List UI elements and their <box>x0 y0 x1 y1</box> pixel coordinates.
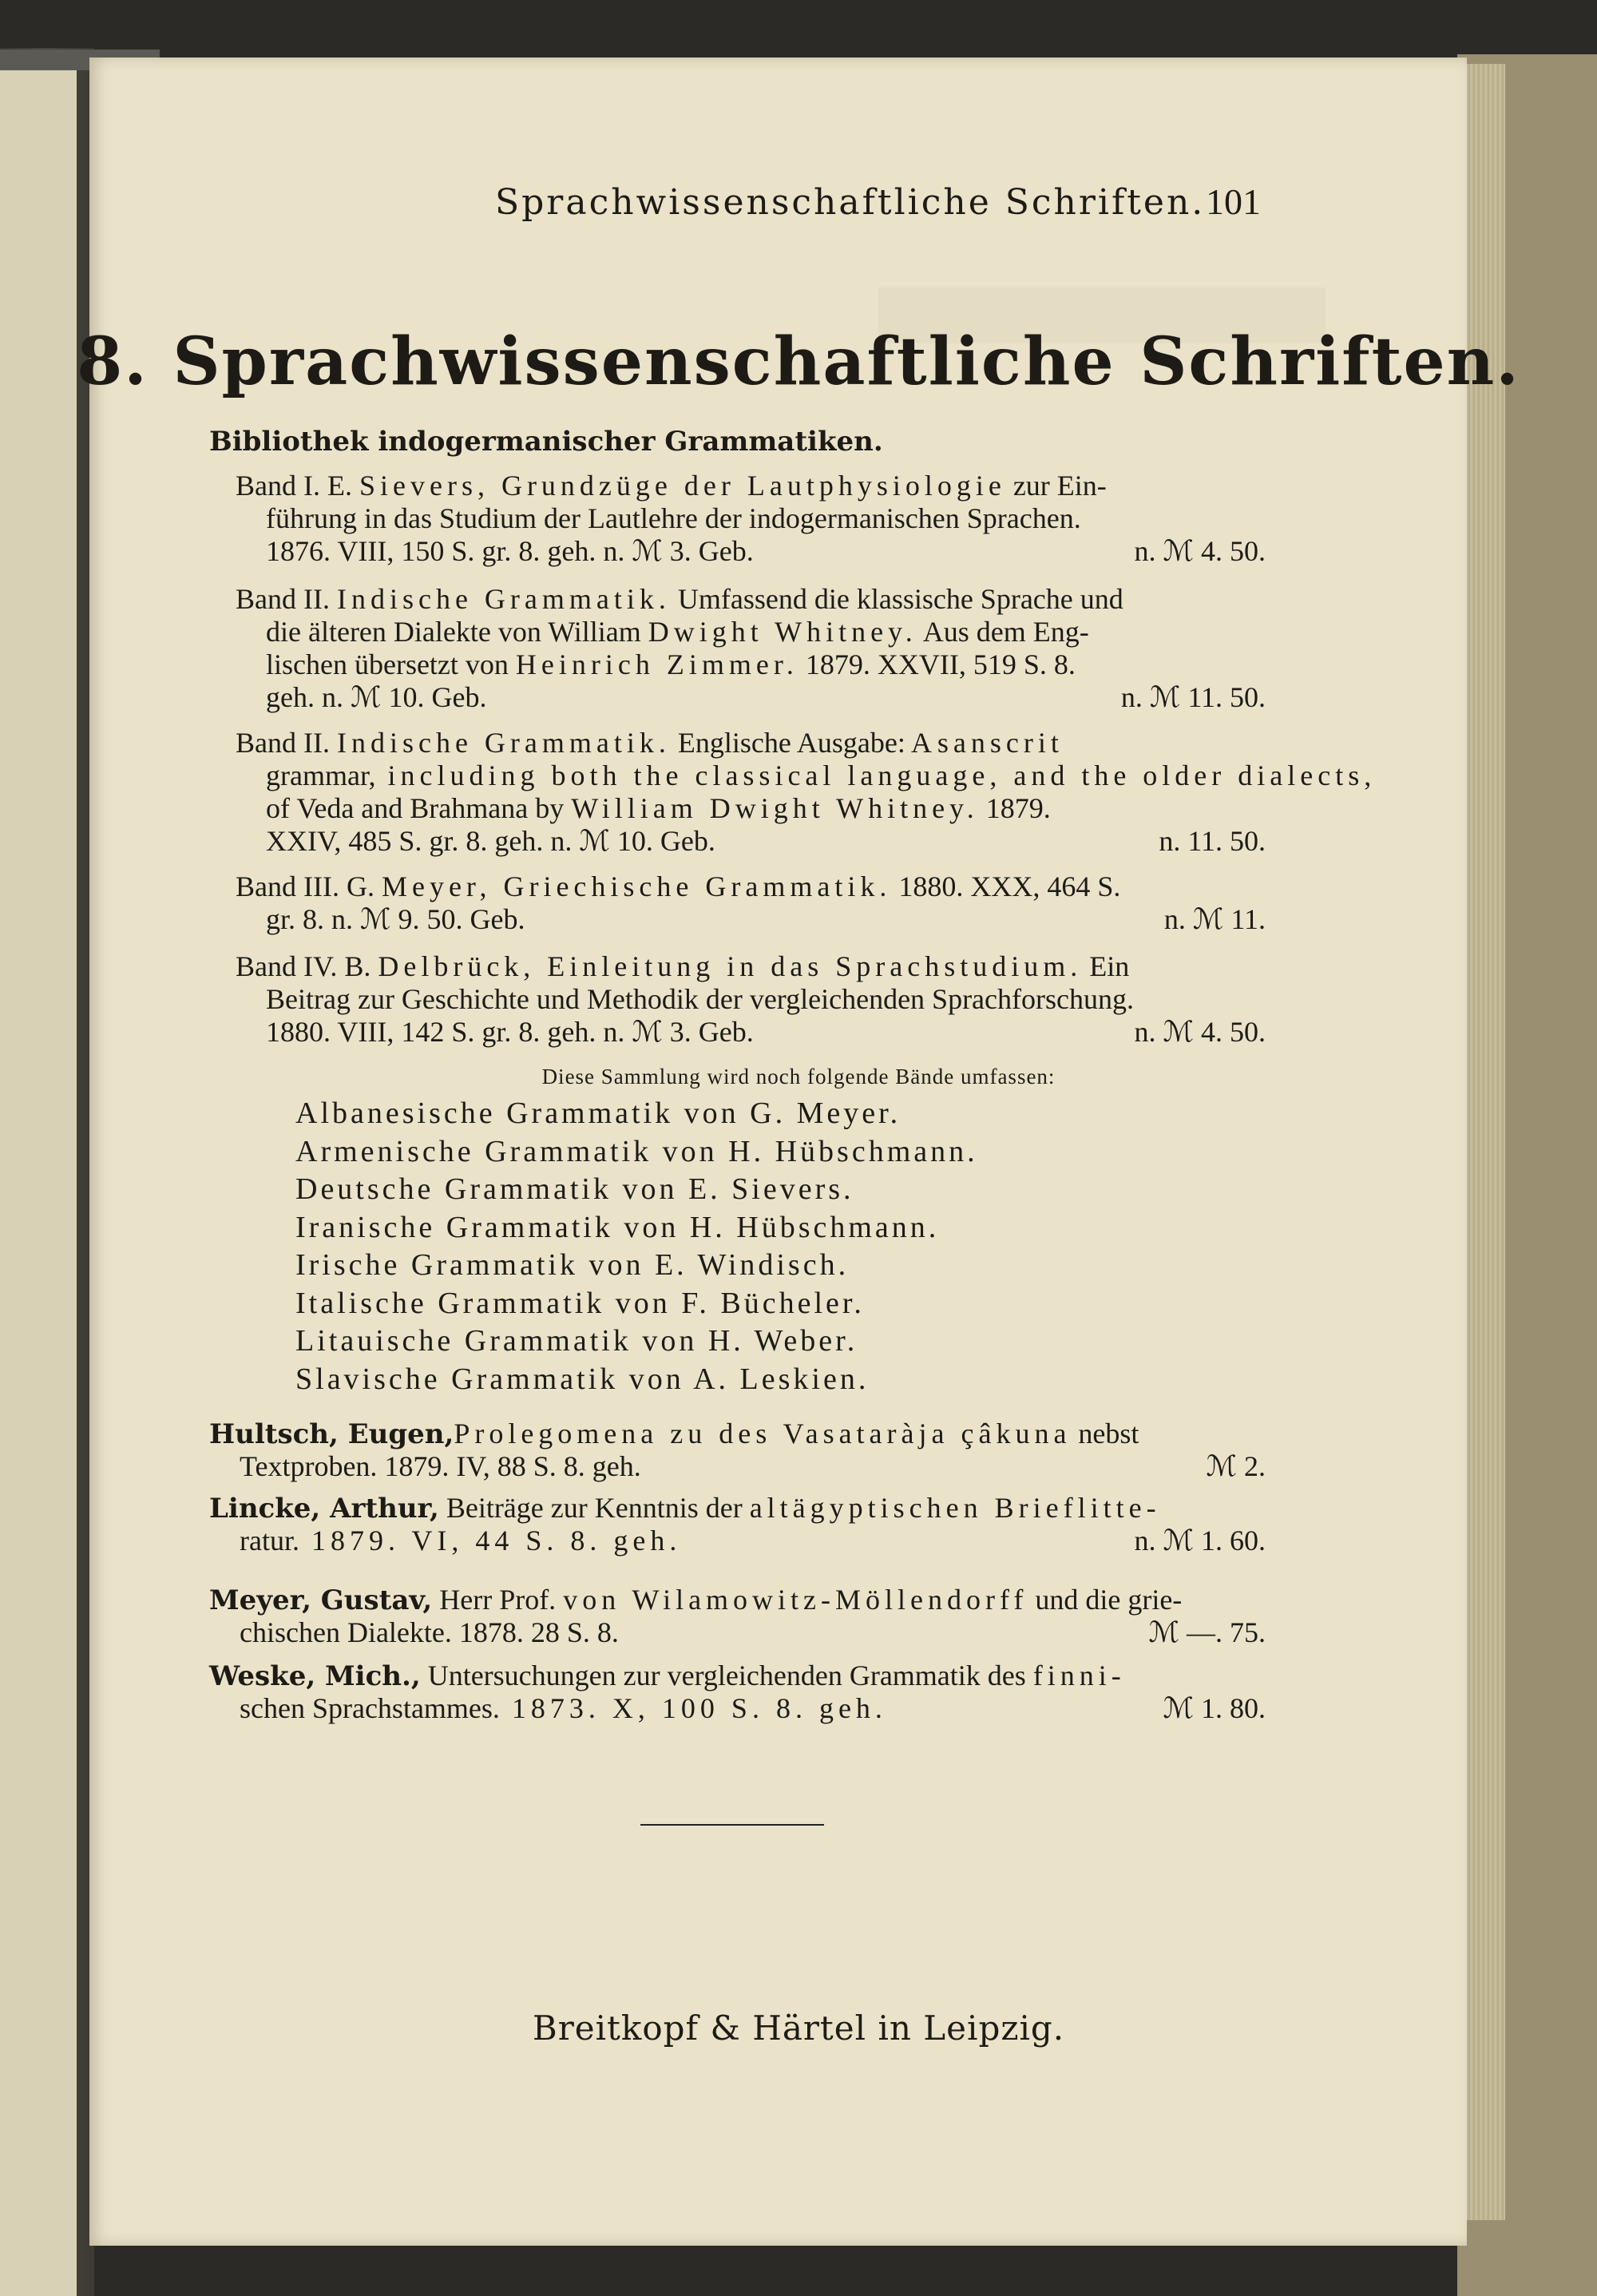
text-segment: Dwight Whitney. <box>648 616 917 648</box>
text-segment: grammar, <box>266 759 376 791</box>
running-title: Sprachwissenschaftliche Schriften. <box>495 182 1206 223</box>
author-name: Lincke, Arthur, <box>209 1493 439 1525</box>
text-segment: nebst <box>1071 1418 1139 1449</box>
text-segment: 1876. VIII, 150 S. gr. 8. geh. n. ℳ 3. Geb. <box>266 535 754 567</box>
text-segment: und die grie- <box>1028 1584 1183 1616</box>
text-segment: of Veda and Brahmana by <box>266 792 572 824</box>
price: n. ℳ 4. 50. <box>1134 535 1266 567</box>
planned-volume: Armenische Grammatik von H. Hübschmann. <box>295 1134 978 1168</box>
text-segment: Band II. <box>236 583 337 615</box>
text-segment: Sievers, Grundzüge der Lautphysiologie <box>359 470 1006 502</box>
volume-entry <box>236 727 1377 858</box>
entry-line <box>236 983 1266 1016</box>
text-segment: ratur. <box>240 1525 299 1556</box>
text-segment: Ein <box>1082 950 1130 982</box>
planned-volume: Albanesische Grammatik von G. Meyer. <box>295 1096 902 1130</box>
text-segment: 1879. XXVII, 519 S. 8. <box>798 648 1076 680</box>
text-segment: Band II. <box>236 727 337 759</box>
text-segment: Heinrich Zimmer. <box>515 648 798 680</box>
entry-line <box>236 759 1377 792</box>
planned-volume: Deutsche Grammatik von E. Sievers. <box>295 1172 854 1206</box>
text-segment: William Dwight Whitney. <box>571 792 979 824</box>
entry-line <box>209 1584 1266 1616</box>
volume-entry <box>236 950 1266 1049</box>
entry-line <box>209 1418 1266 1450</box>
entry-line <box>236 535 1266 568</box>
text-segment: Beiträge zur Kenntnis der <box>438 1492 750 1524</box>
entry-line <box>209 1692 1266 1725</box>
text-segment: Textproben. 1879. IV, 88 S. 8. geh. <box>240 1450 641 1482</box>
catalog-entry <box>209 1584 1266 1649</box>
entry-line <box>236 1016 1266 1049</box>
text-segment: zur Ein- <box>1005 470 1107 502</box>
entry-line <box>236 502 1266 535</box>
entry-line <box>236 825 1266 858</box>
page-number: 101 <box>1206 181 1261 222</box>
planned-volume: Slavische Grammatik von A. Leskien. <box>295 1362 870 1396</box>
text-segment: sanscrit <box>937 727 1064 759</box>
entry-line <box>236 681 1266 714</box>
text-segment: Umfassend die klassische Sprache und <box>670 583 1123 615</box>
catalog-entry <box>209 1660 1266 1725</box>
entry-line <box>236 583 1266 616</box>
planned-volume: Italische Grammatik von F. Bücheler. <box>295 1286 865 1320</box>
catalog-entry <box>209 1418 1266 1483</box>
entry-line <box>209 1525 1266 1557</box>
text-segment: gr. 8. n. ℳ 9. 50. Geb. <box>266 903 525 935</box>
text-segment: Englische Ausgabe: A <box>670 727 937 759</box>
author-name: Weske, Mich., <box>209 1660 421 1692</box>
entry-line <box>209 1450 1266 1483</box>
volume-entry <box>236 470 1266 568</box>
text-segment: schen Sprachstammes. <box>240 1692 500 1724</box>
price: n. ℳ 11. 50. <box>1120 681 1266 713</box>
volume-entry <box>236 583 1266 714</box>
series-heading: Bibliothek indogermanischer Grammatiken. <box>209 426 883 458</box>
text-segment: including both the classical language, and the older dialects, <box>375 759 1377 791</box>
text-segment: Indische Grammatik. <box>336 583 671 615</box>
price: n. 11. 50. <box>1159 825 1266 857</box>
text-segment: Beitrag zur Geschichte und Methodik der vergleichenden Sprachforschung. <box>266 983 1134 1015</box>
text-segment: 1879. VI, 44 S. 8. geh. <box>299 1525 682 1556</box>
author-name: Hultsch, Eugen, <box>209 1418 454 1450</box>
series-note: Diese Sammlung wird noch folgende Bände umfassen: <box>541 1065 1056 1089</box>
entry-line <box>236 950 1266 983</box>
text-segment: führung in das Studium der Lautlehre der indogermanischen Sprachen. <box>266 502 1081 534</box>
entry-line <box>236 903 1266 936</box>
planned-volume: Irische Grammatik von E. Windisch. <box>295 1248 850 1282</box>
text-segment: Prolegomena zu des Vasataràja çâkuna <box>454 1418 1072 1449</box>
text-segment: Band I. E. <box>236 470 359 502</box>
price: n. ℳ 4. 50. <box>1134 1016 1266 1048</box>
volume-entry <box>236 870 1266 936</box>
price: ℳ 2. <box>1206 1450 1266 1482</box>
publisher-imprint: Breitkopf & Härtel in Leipzig. <box>532 2009 1065 2048</box>
planned-volume: Iranische Grammatik von H. Hübschmann. <box>295 1210 940 1244</box>
author-name: Meyer, Gustav, <box>209 1584 433 1616</box>
text-segment: 1879. <box>978 792 1051 824</box>
text-segment: XXIV, 485 S. gr. 8. geh. n. ℳ 10. Geb. <box>266 825 715 857</box>
price: n. ℳ 11. <box>1163 903 1266 935</box>
price: n. ℳ 1. 60. <box>1134 1525 1266 1556</box>
separator-rule <box>640 1824 824 1826</box>
entry-line <box>236 648 1266 681</box>
entry-line <box>236 616 1266 648</box>
text-segment: chischen Dialekte. 1878. 28 S. 8. <box>240 1616 619 1648</box>
text-segment: Untersuchungen zur vergleichenden Grammatik des <box>420 1660 1033 1691</box>
text-segment: finni- <box>1032 1660 1126 1691</box>
text-segment: lischen übersetzt von <box>266 648 516 680</box>
entry-line <box>209 1492 1266 1525</box>
entry-line <box>236 727 1266 759</box>
text-segment: Meyer, Griechische Grammatik. <box>381 870 892 902</box>
text-segment: 1873. X, 100 S. 8. geh. <box>499 1692 887 1724</box>
text-segment: Herr Prof. <box>432 1584 564 1616</box>
text-segment: 1880. VIII, 142 S. gr. 8. geh. n. ℳ 3. Geb. <box>266 1016 754 1048</box>
entry-line <box>209 1616 1266 1649</box>
text-segment: 1880. XXX, 464 S. <box>891 870 1121 902</box>
text-segment: die älteren Dialekte von William <box>266 616 648 648</box>
entry-line <box>209 1660 1266 1692</box>
text-segment: geh. n. ℳ 10. Geb. <box>266 681 487 713</box>
price: ℳ 1. 80. <box>1163 1692 1266 1724</box>
text-segment: Delbrück, Einleitung in das Sprachstudium. <box>378 950 1083 982</box>
text-segment: Band IV. B. <box>236 950 378 982</box>
entry-line <box>236 792 1266 825</box>
price: ℳ —. 75. <box>1148 1616 1266 1648</box>
text-segment: altägyptischen Brieflitte- <box>749 1492 1161 1524</box>
text-segment: Aus dem Eng- <box>917 616 1089 648</box>
entry-line <box>236 870 1266 903</box>
planned-volume: Litauische Grammatik von H. Weber. <box>295 1324 858 1358</box>
entry-line <box>236 470 1266 502</box>
catalog-entry <box>209 1492 1266 1557</box>
text-segment: Band III. G. <box>236 870 382 902</box>
text-segment: Indische Grammatik. <box>336 727 671 759</box>
text-segment: von Wilamowitz-Möllendorff <box>563 1584 1028 1616</box>
chapter-title: 8. Sprachwissenschaftliche Schriften. <box>77 323 1520 400</box>
